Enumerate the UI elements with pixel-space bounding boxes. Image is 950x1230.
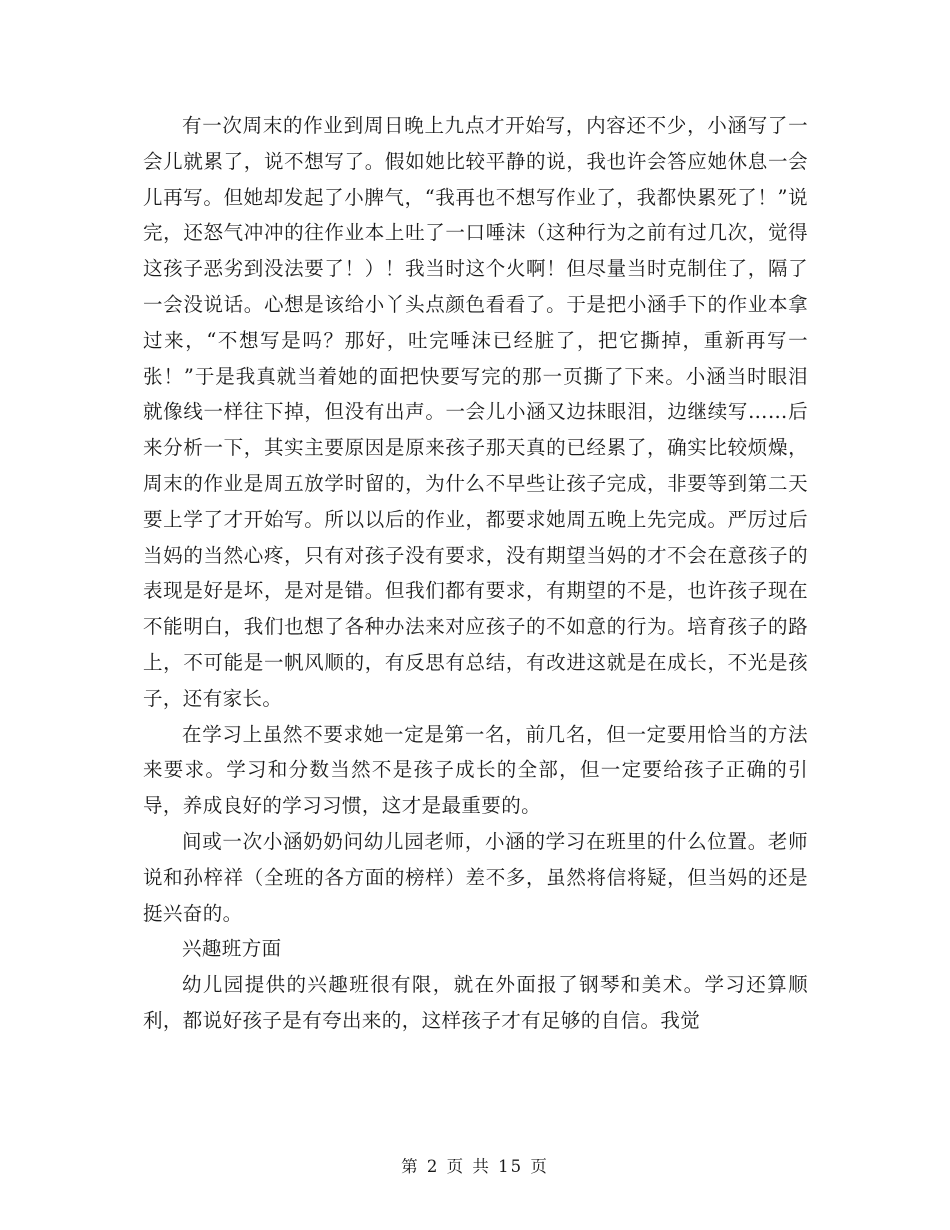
- paragraph-teacher-feedback: 间或一次小涵奶奶问幼儿园老师，小涵的学习在班里的什么位置。老师说和孙梓祥（全班的各方面的榜样）差不多，虽然将信将疑，但当妈的还是挺兴奋的。: [143, 829, 808, 925]
- document-body: [143, 108, 808, 1039]
- paragraph-homework-story: 有一次周末的作业到周日晚上九点才开始写，内容还不少，小涵写了一会儿就累了，说不想写了。假如她比较平静的说，我也许会答应她休息一会儿再写。但她却发起了小脾气，“我再也不想写作业了，我都快累死了！”说完，还怒气冲冲的往作业本上吐了一口唾沫（这种行为之前有过几次，觉得这孩子恶劣到没法要了！）！我当时这个火啊！但尽量当时克制住了，隔了一会没说话。心想是该给小丫头点颜色看看了。于是把小涵手下的作业本拿过来，“不想写是吗？那好，吐完唾沫已经脏了，把它撕掉，重新再写一张！”于是我真就当着她的面把快要写完的那一页撕了下来。小涵当时眼泪就像线一样往下掉，但没有出声。一会儿小涵又边抹眼泪，边继续写……后来分析一下，其实主要原因是原来孩子那天真的已经累了，确实比较烦燥，周末的作业是周五放学时留的，为什么不早些让孩子完成，非要等到第二天要上学了才开始写。所以以后的作业，都要求她周五晚上先完成。严厉过后当妈的当然心疼，只有对孩子没有要求，没有期望当妈的才不会在意孩子的表现是好是坏，是对是错。但我们都有要求，有期望的不是，也许孩子现在不能明白，我们也想了各种办法来对应孩子的不如意的行为。培育孩子的路上，不可能是一帆风顺的，有反思有总结，有改进这就是在成长，不光是孩子，还有家长。: [143, 114, 808, 710]
- section-heading-interest-class: 兴趣班方面: [182, 937, 282, 961]
- paragraph-interest-class: 幼儿园提供的兴趣班很有限，就在外面报了钢琴和美术。学习还算顺利，都说好孩子是有夸出来的，这样孩子才有足够的自信。我觉: [143, 973, 808, 1032]
- paragraph-study-method: 在学习上虽然不要求她一定是第一名，前几名，但一定要用恰当的方法来要求。学习和分数当然不是孩子成长的全部，但一定要给孩子正确的引导，养成良好的学习习惯，这才是最重要的。: [143, 722, 808, 818]
- page-number-footer: 第 2 页 共 15 页: [401, 1157, 549, 1176]
